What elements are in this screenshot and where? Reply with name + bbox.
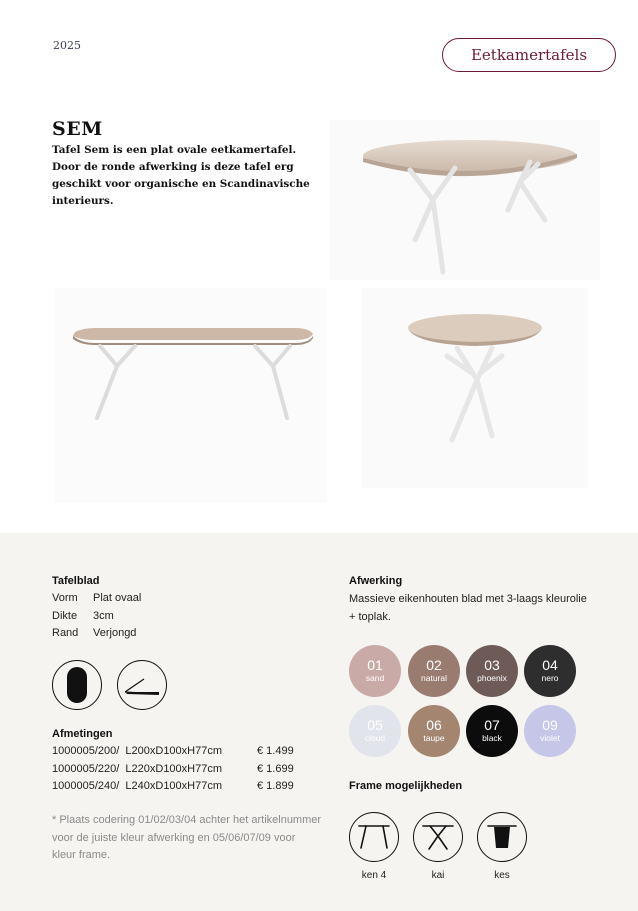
swatch-name: phoenix [477, 673, 507, 683]
finish-description: Massieve eikenhouten blad met 3-laags kleurolie + toplak. [349, 593, 587, 623]
swatch-name: cloud [364, 733, 386, 743]
swatch-name: sand [365, 673, 385, 683]
dimensions-heading: Afmetingen [52, 728, 113, 740]
swatch-number: 02 [426, 657, 442, 673]
swatch-name: natural [421, 673, 447, 683]
ken4-frame-icon[interactable] [349, 812, 399, 862]
coding-note: * Plaats codering 01/02/03/04 achter het artikelnummer voor de juiste kleur afwerking en 05/06/07/09 voor kleur frame. [52, 814, 322, 861]
finish-swatch-violet[interactable] [524, 705, 576, 757]
table-photo-perspective [330, 120, 600, 280]
swatch-number: 04 [542, 657, 558, 673]
spec-row-shape: Vorm Plat ovaal [52, 592, 142, 604]
swatch-name: black [482, 733, 502, 743]
swatch-number: 07 [484, 717, 500, 733]
frame-label: ken 4 [361, 870, 387, 881]
swatch-number: 06 [426, 717, 442, 733]
swatch-number: 05 [367, 717, 383, 733]
frame-label: kai [431, 870, 445, 881]
product-title: SEM [52, 118, 103, 140]
spec-row-edge: Rand Verjongd [52, 627, 137, 639]
finish-swatch-nero[interactable] [524, 645, 576, 697]
kes-frame-icon[interactable] [477, 812, 527, 862]
finish-swatch-phoenix[interactable] [466, 645, 518, 697]
finish-swatch-black[interactable] [466, 705, 518, 757]
oval-shape-icon [52, 660, 102, 710]
kai-frame-icon[interactable] [413, 812, 463, 862]
frame-label: kes [494, 870, 510, 881]
swatch-number: 03 [484, 657, 500, 673]
swatch-number: 01 [367, 657, 383, 673]
year-label: 2025 [53, 39, 81, 52]
tapered-edge-icon [117, 660, 167, 710]
table-photo-end [362, 288, 588, 488]
finish-swatch-sand[interactable] [349, 645, 401, 697]
swatch-name: taupe [423, 733, 445, 743]
swatch-number: 09 [542, 717, 558, 733]
tabletop-heading: Tafelblad [52, 575, 100, 587]
price-row: 1000005/200/ L200xD100xH77cm € 1.499 [52, 745, 294, 757]
finish-swatch-cloud[interactable] [349, 705, 401, 757]
product-description: Tafel Sem is een plat ovale eetkamertafel. Door de ronde afwerking is deze tafel erg geschikt voor organische en Scandinavische interieurs. [52, 144, 310, 207]
finish-heading: Afwerking [349, 575, 403, 587]
frames-heading: Frame mogelijkheden [349, 780, 463, 792]
swatch-name: violet [540, 733, 560, 743]
table-photo-side [55, 288, 327, 503]
price-row: 1000005/220/ L220xD100xH77cm € 1.699 [52, 763, 294, 775]
finish-swatch-taupe[interactable] [408, 705, 460, 757]
price-row: 1000005/240/ L240xD100xH77cm € 1.899 [52, 780, 294, 792]
category-button[interactable]: Eetkamertafels [442, 38, 616, 72]
swatch-name: nero [541, 673, 559, 683]
finish-swatch-natural[interactable] [408, 645, 460, 697]
spec-row-thickness: Dikte 3cm [52, 610, 114, 622]
